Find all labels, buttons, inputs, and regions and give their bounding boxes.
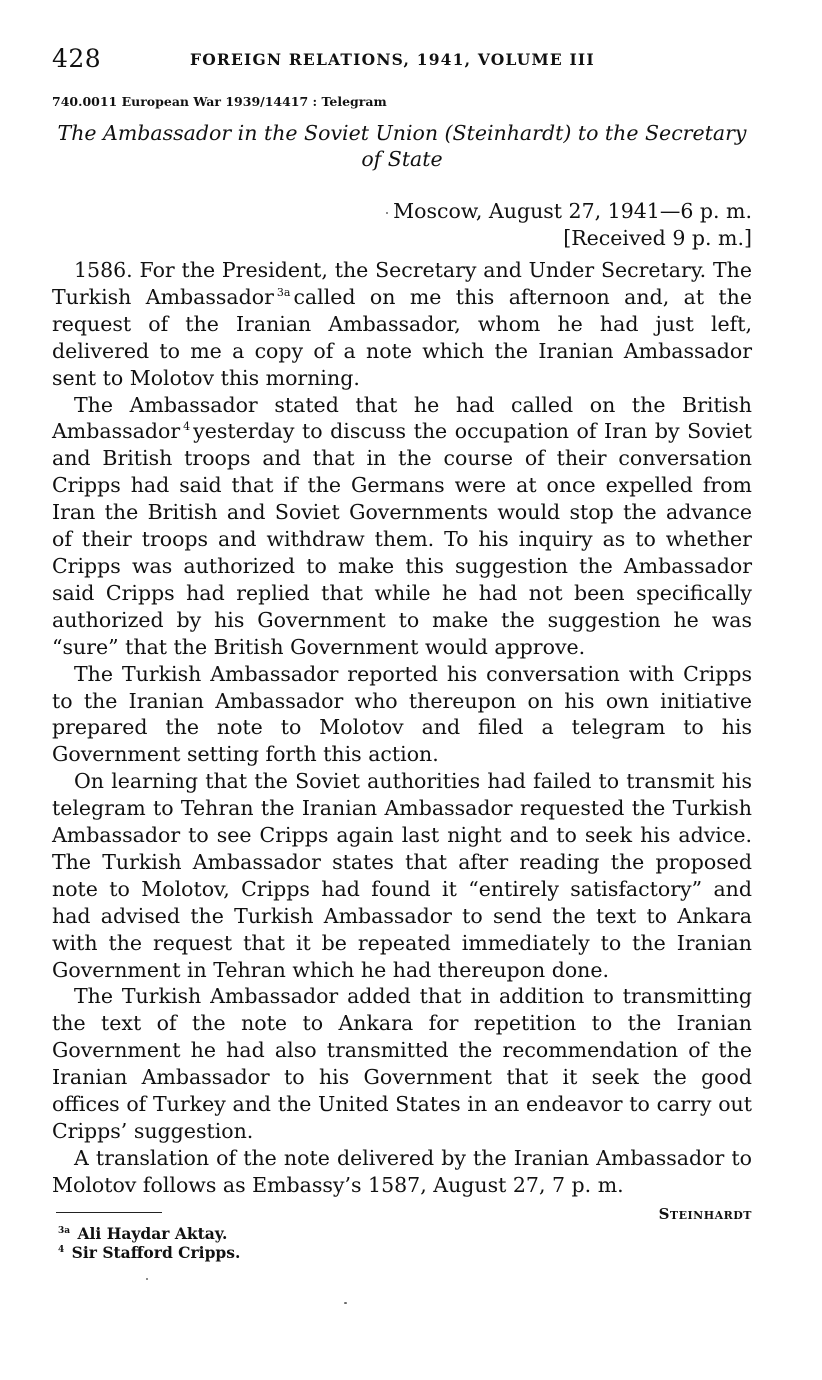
footnote-4 [58, 1243, 240, 1262]
footnote-mark-3a: 3a [58, 1226, 71, 1236]
paragraph-1 [52, 257, 752, 392]
running-title: FOREIGN RELATIONS, 1941, VOLUME III [190, 50, 595, 69]
running-header [52, 44, 752, 78]
document-heading [52, 120, 752, 172]
footnote-3a [58, 1224, 240, 1243]
scan-speck [386, 212, 388, 214]
footnote-ref-3a: 3a [276, 285, 291, 299]
heading-line-2: of State [361, 147, 443, 171]
paragraph-2 [52, 392, 752, 661]
paragraph-4: On learning that the Soviet authorities had failed to transmit his telegram to Tehran the Iranian Ambassador requested the Turkish Ambassador to see Cripps again last night and to seek his advice. The Turkish Ambassador states that after reading the proposed note to Molotov, Cripps had found it “entirely satisfactory” and had advised the Turkish Ambassador to send the text to Ankara with the request that it be repeated immediately to the Iranian Government in Tehran which he had thereupon done. [52, 769, 752, 982]
paragraph-1-text-b: called on me this afternoon and, at the request of the Iranian Ambassador, whom he had just left, delivered to me a copy of a note which the Iranian Ambassador sent to Molotov this morning. [52, 284, 753, 390]
footnote-mark-4: 4 [58, 1245, 65, 1255]
paragraph-1-text-a: 1586. For the President, the Secretary and Under Secretary. The Turkish Ambassador [52, 258, 752, 309]
place-date: Moscow, August 27, 1941—6 p. m. [393, 199, 752, 223]
paragraph-6: A translation of the note delivered by the Iranian Ambassador to Molotov follows as Embassy’s 1587, August 27, 7 p. m. [52, 1145, 752, 1197]
paragraph-2-text-b: yesterday to discuss the occupation of Iran by Soviet and British troops and that in the course of their conversation Cripps had said that if the Germans were at once expelled from Iran the British and Soviet Governments would stop the advance of their troops and withdraw them. To his inquiry as to whether Cripps was authorized to make this suggestion the Ambassador said Cripps had replied that while he had not been specifically authorized by his Government to make the suggestion he was “sure” that the British Government would approve. [52, 419, 752, 659]
heading-line-1: The Ambassador in the Soviet Union (Steinhardt) to the Secretary [57, 121, 747, 145]
paragraph-3: The Turkish Ambassador reported his conversation with Cripps to the Iranian Ambassador who thereupon on his own initiative prepared the note to Molotov and filed a telegram to his Government setting forth this action. [52, 661, 752, 767]
scan-speck [146, 1278, 148, 1280]
file-reference: 740.0011 European War 1939/14417 : Telegram [52, 94, 387, 109]
paragraph-2-text-a: The Ambassador stated that he had called on the British Ambassador [52, 392, 752, 444]
scan-speck [344, 1302, 347, 1304]
footnote-rule [56, 1212, 162, 1213]
footnote-ref-4: 4 [183, 420, 191, 434]
footnote-text-4: Sir Stafford Cripps. [71, 1243, 241, 1262]
page-number: 428 [52, 44, 102, 73]
footnote-text-3a: Ali Haydar Aktay. [77, 1224, 228, 1243]
footnotes [58, 1224, 240, 1262]
telegram-body [52, 257, 752, 1228]
dateline [393, 198, 752, 252]
received-time: [Received 9 p. m.] [563, 226, 752, 250]
paragraph-5: The Turkish Ambassador added that in addition to transmitting the text of the note to Ankara for repetition to the Iranian Government he had also transmitted the recommendation of the Iranian Ambassador to his Government that it seek the good offices of Turkey and the United States in an endeavor to carry out Cripps’ suggestion. [52, 984, 752, 1143]
signature: Steinhardt [658, 1204, 752, 1223]
